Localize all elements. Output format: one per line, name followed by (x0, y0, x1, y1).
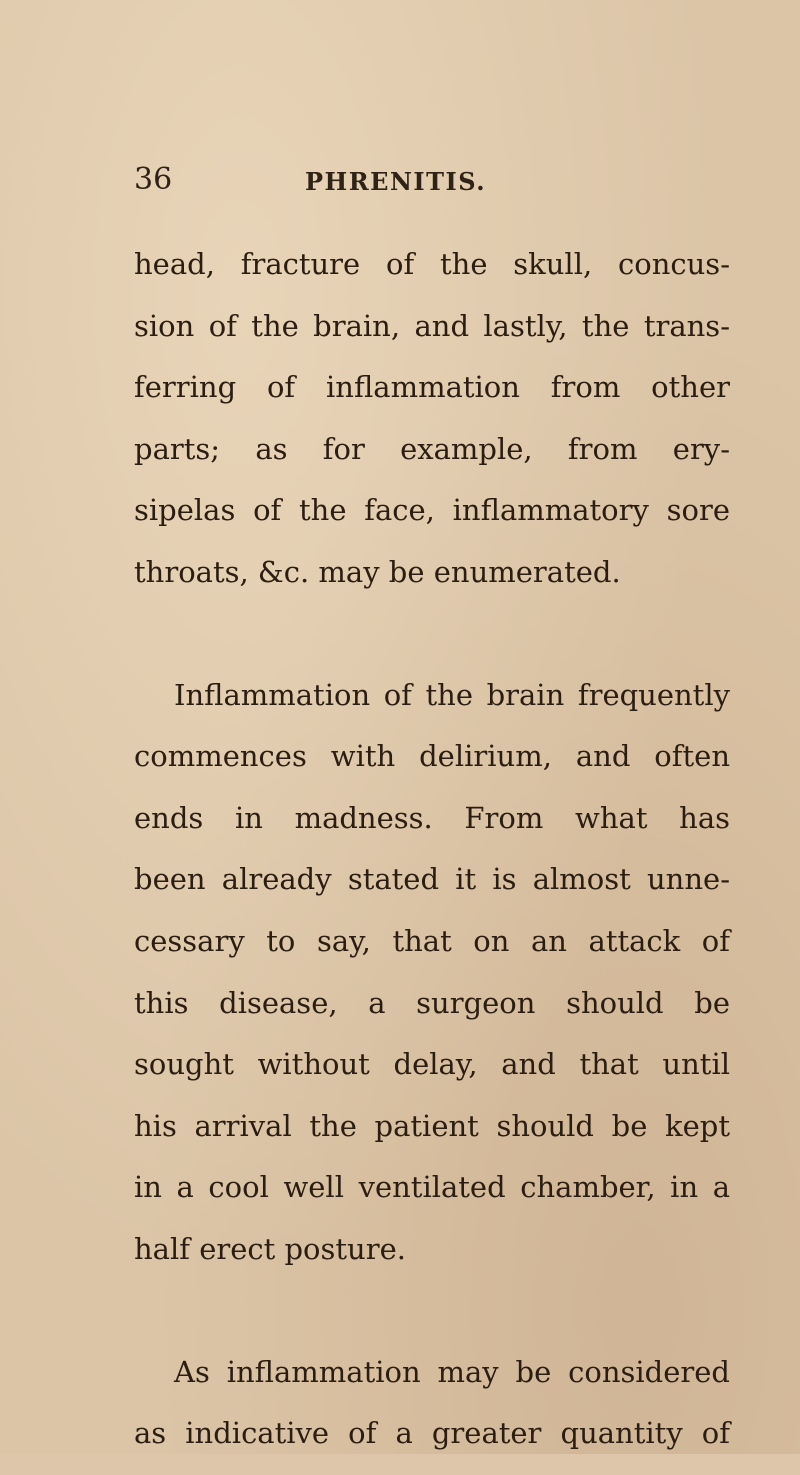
text-line: this disease, a surgeon should be (134, 985, 730, 1020)
text-line: as indicative of a greater quantity of (134, 1416, 730, 1451)
running-head (0, 160, 800, 210)
text-line: his arrival the patient should be kept (134, 1108, 730, 1143)
paragraph-gap (134, 1291, 730, 1352)
text-line: commences with delirium, and often (134, 739, 730, 774)
text-line: been already stated it is almost unne- (134, 862, 730, 897)
paragraph-1 (134, 244, 730, 614)
text-line: sought without delay, and that until (134, 1047, 730, 1082)
text-line: ends in madness. From what has (134, 800, 730, 835)
text-line: throats, &c. may be enumerated. (134, 554, 621, 589)
text-line: parts; as for example, from ery- (134, 431, 730, 466)
text-line: sipelas of the face, inflammatory sore (134, 493, 730, 528)
page-number: 36 (134, 162, 173, 197)
text-line: ferring of inflammation from other (134, 370, 730, 405)
paragraph-2 (134, 675, 730, 1291)
running-title: PHRENITIS. (305, 167, 487, 196)
text-line: in a cool well ventilated chamber, in a (134, 1170, 730, 1205)
text-line: head, fracture of the skull, concus- (134, 247, 730, 281)
text-line: cessary to say, that on an attack of (134, 923, 730, 958)
text-line: half erect posture. (134, 1231, 406, 1266)
text-line: As inflammation may be considered (174, 1354, 730, 1389)
text-line: Inflammation of the brain frequently (174, 677, 730, 712)
text-line: sion of the brain, and lastly, the trans- (134, 308, 730, 343)
paragraph-gap (134, 614, 730, 675)
body-text (134, 244, 730, 1475)
paragraph-3 (134, 1352, 730, 1475)
